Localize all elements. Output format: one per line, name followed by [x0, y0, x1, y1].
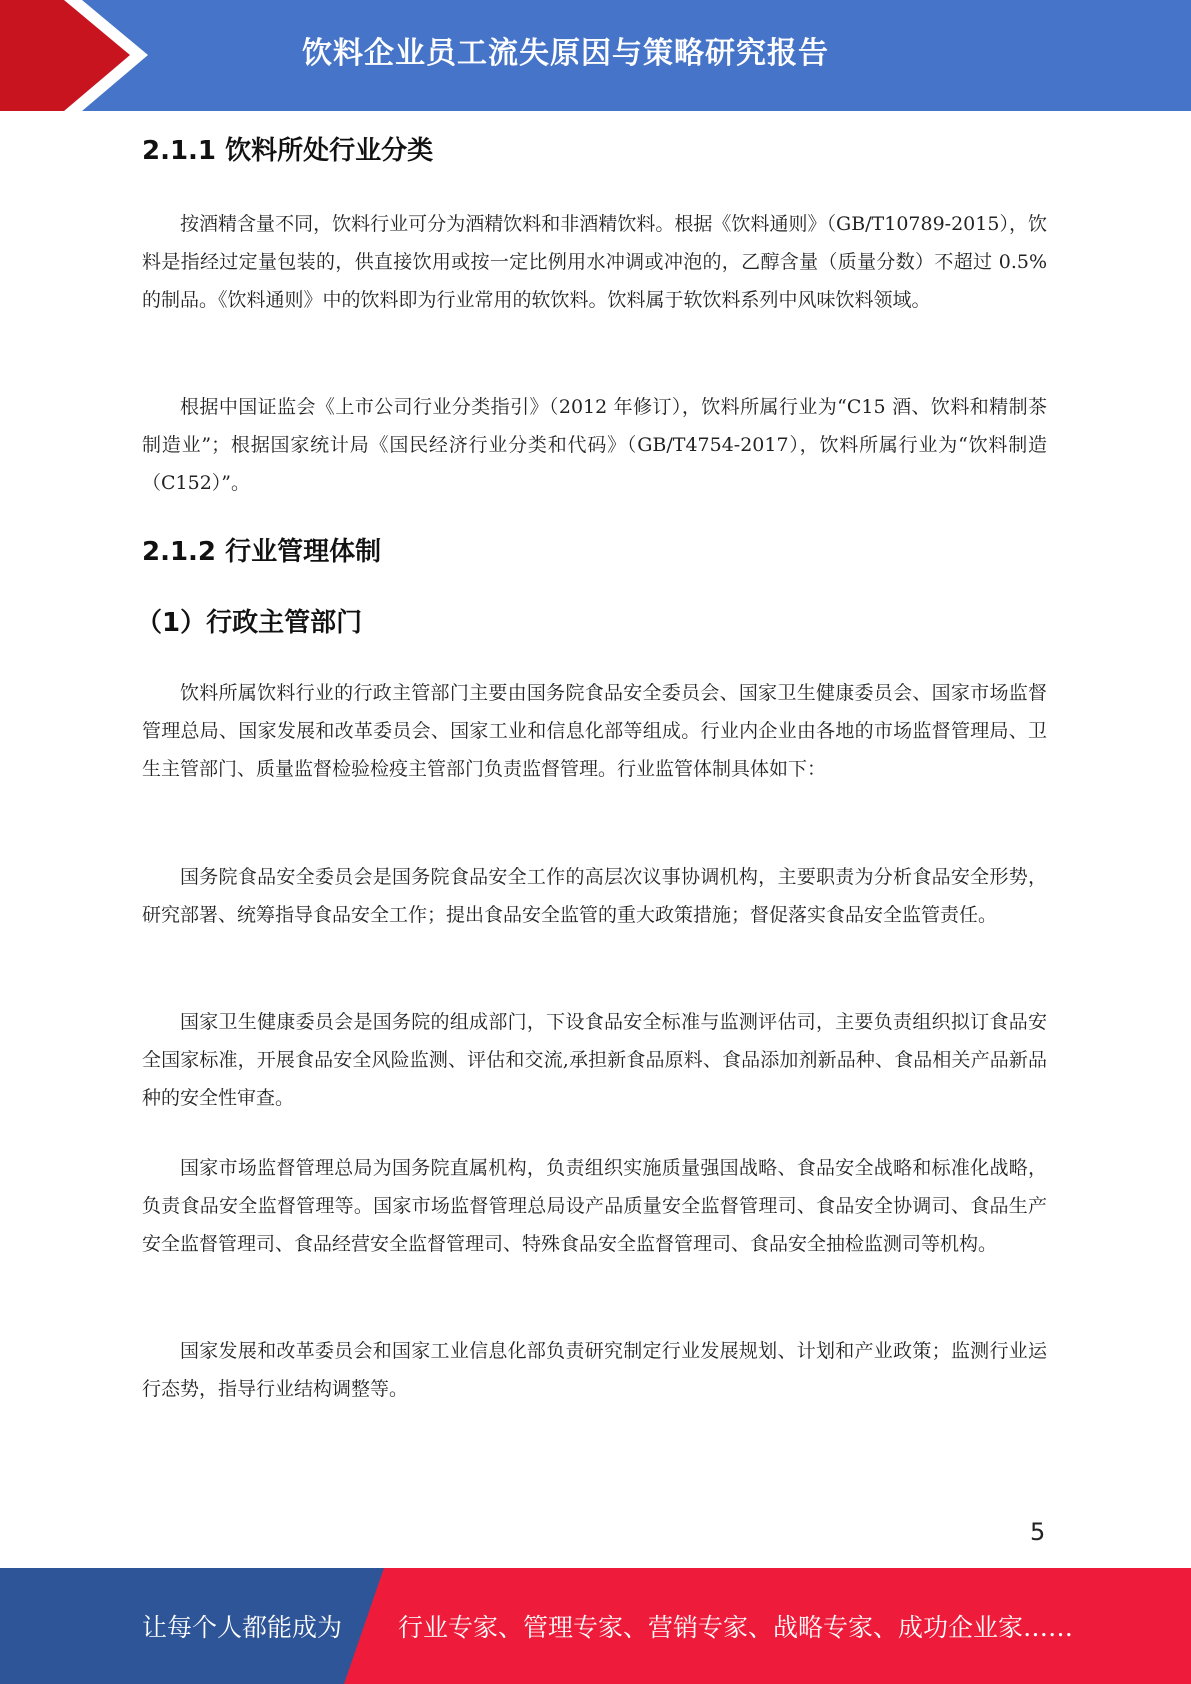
subsection-heading-admin-dept: （1）行政主管部门	[136, 608, 363, 638]
footer-slogan-right: 行业专家、管理专家、营销专家、战略专家、成功企业家……	[398, 1613, 1074, 1642]
paragraph-industry-category: 根据中国证监会《上市公司行业分类指引》（2012 年修订），饮料所属行业为“C15 酒、饮料和精制茶制造业”；根据国家统计局《国民经济行业分类和代码》（GB/T4754-2017），饮料所属行业为“饮料制造（C152）”。	[142, 396, 1047, 494]
paragraph-food-safety-committee: 国务院食品安全委员会是国务院食品安全工作的高层次议事协调机构，主要职责为分析食品安全形势，研究部署、统筹指导食品安全工作；提出食品安全监管的重大政策措施；督促落实食品安全监管责任。	[142, 866, 1047, 926]
header-title-wrap	[180, 0, 1191, 100]
report-title: 饮料企业员工流失原因与策略研究报告	[302, 36, 829, 71]
paragraph-beverage-classification: 按酒精含量不同，饮料行业可分为酒精饮料和非酒精饮料。根据《饮料通则》（GB/T10789-2015），饮料是指经过定量包装的，供直接饮用或按一定比例用水冲调或冲泡的，乙醇含量（质量分数）不超过 0.5%的制品。《饮料通则》中的饮料即为行业常用的软饮料。饮料属于软饮料系列中风味饮料领域。	[142, 213, 1047, 311]
page-footer	[0, 1568, 1191, 1684]
section-heading-2-1-2: 2.1.2 行业管理体制	[142, 537, 382, 567]
footer-slogan-left: 让每个人都能成为	[142, 1613, 343, 1642]
page-number: 5	[1030, 1518, 1046, 1546]
paragraph-development-commission: 国家发展和改革委员会和国家工业信息化部负责研究制定行业发展规划、计划和产业政策；监测行业运行态势，指导行业结构调整等。	[142, 1340, 1047, 1400]
paragraph-admin-departments: 饮料所属饮料行业的行政主管部门主要由国务院食品安全委员会、国家卫生健康委员会、国家市场监督管理总局、国家发展和改革委员会、国家工业和信息化部等组成。行业内企业由各地的市场监督管理局、卫生主管部门、质量监督检验检疫主管部门负责监督管理。行业监管体制具体如下：	[142, 682, 1047, 780]
paragraph-market-regulation: 国家市场监督管理总局为国务院直属机构，负责组织实施质量强国战略、食品安全战略和标准化战略，负责食品安全监督管理等。国家市场监督管理总局设产品质量安全监督管理司、食品安全协调司、食品生产安全监督管理司、食品经营安全监督管理司、特殊食品安全监督管理司、食品安全抽检监测司等机构。	[142, 1157, 1047, 1255]
page-header	[0, 0, 1191, 111]
paragraph-health-commission: 国家卫生健康委员会是国务院的组成部门，下设食品安全标准与监测评估司，主要负责组织拟订食品安全国家标准，开展食品安全风险监测、评估和交流,承担新食品原料、食品添加剂新品种、食品相关产品新品种的安全性审查。	[142, 1011, 1047, 1109]
section-heading-2-1-1: 2.1.1 饮料所处行业分类	[142, 136, 434, 166]
